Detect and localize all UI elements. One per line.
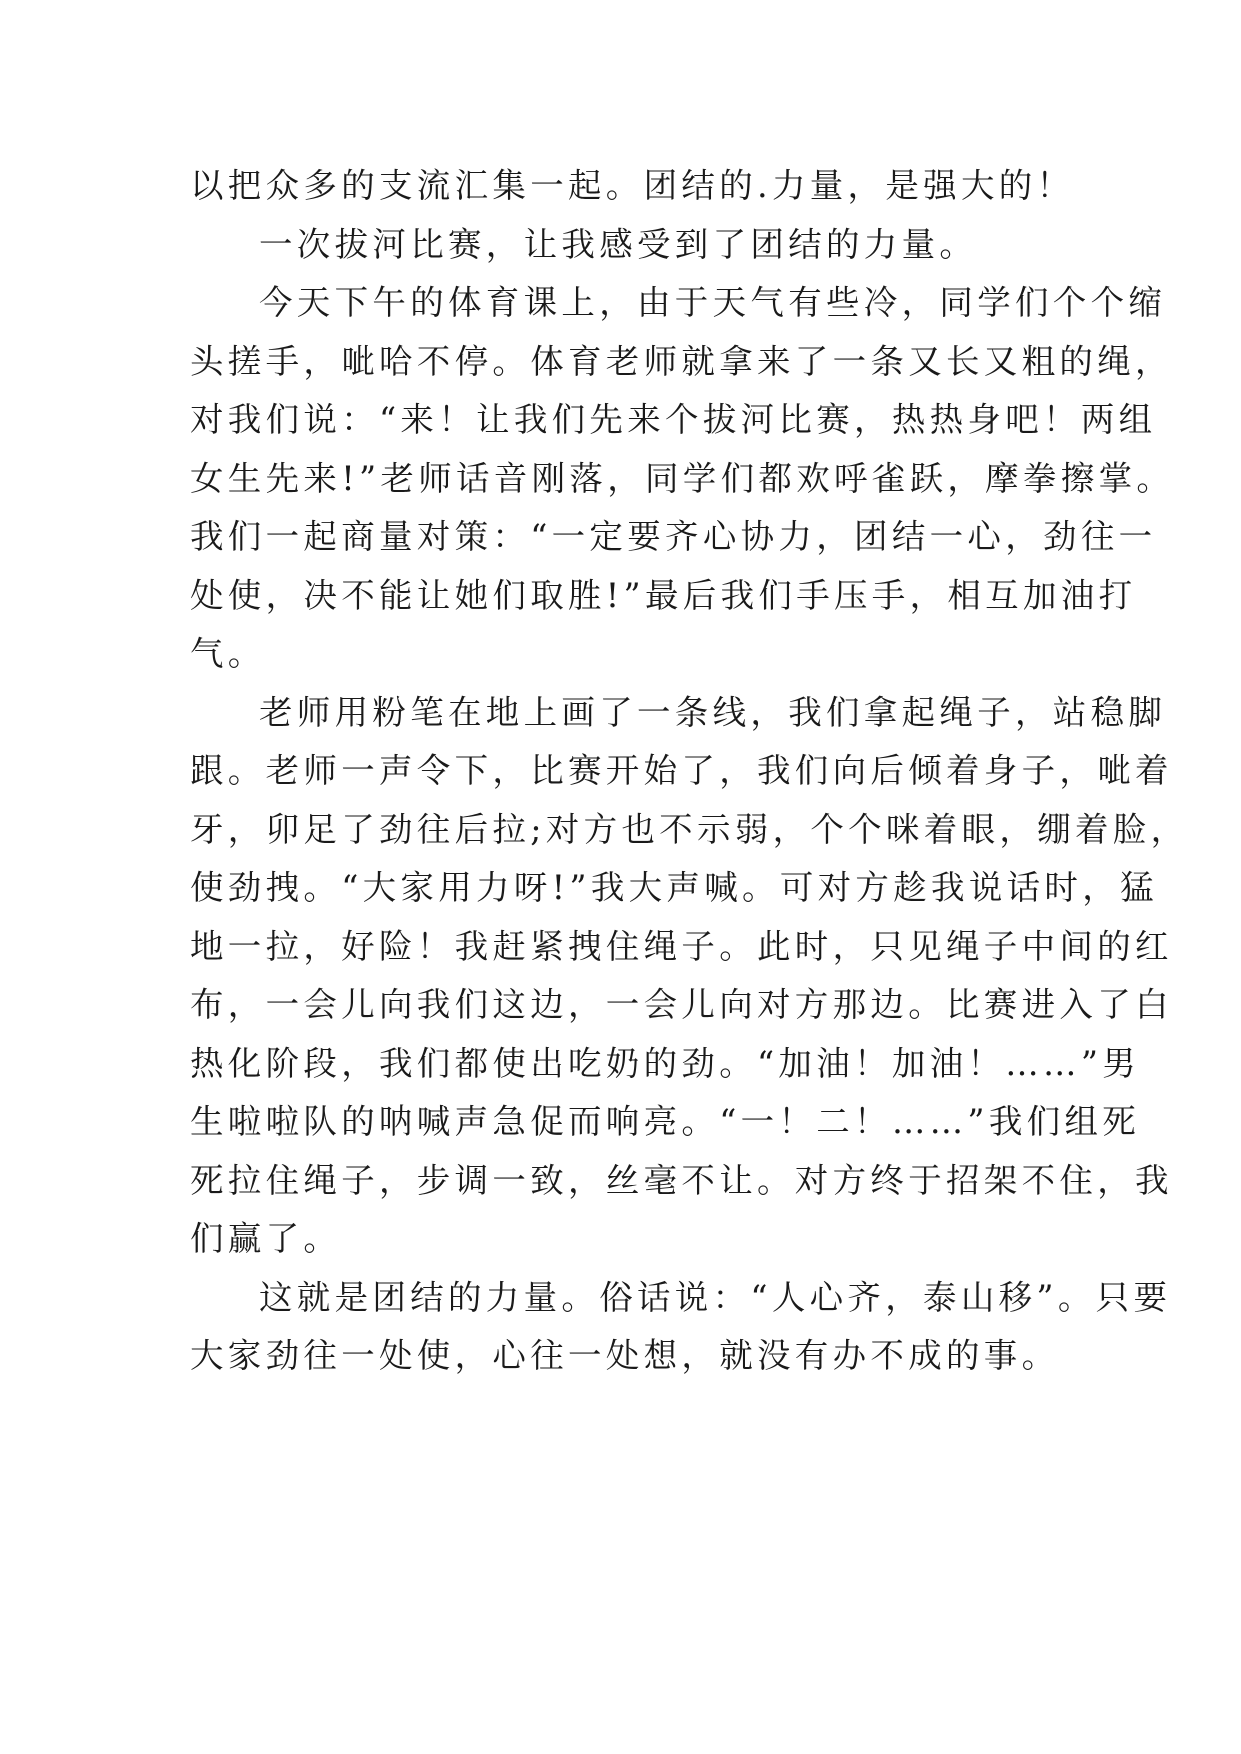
text-line: 们赢了。	[190, 1219, 342, 1258]
text-line: 牙，卯足了劲往后拉;对方也不示弱，个个咪着眼，绷着脸，	[190, 809, 1189, 849]
text-line: 处使，决不能让她们取胜!”最后我们手压手，相互加油打	[190, 575, 1137, 615]
text-line: 这就是团结的力量。俗话说：“人心齐，泰山移”。只要	[259, 1277, 1172, 1317]
text-line: 以把众多的支流汇集一起。团结的.力量，是强大的！	[190, 166, 1075, 205]
text-line: 头搓手，呲哈不停。体育老师就拿来了一条又长又粗的绳，	[190, 341, 1173, 381]
text-line: 我们一起商量对策：“一定要齐心协力，团结一心，劲往一	[190, 517, 1157, 556]
text-line: 跟。老师一声令下，比赛开始了，我们向后倾着身子，呲着	[190, 751, 1173, 790]
text-line: 今天下午的体育课上，由于天气有些冷，同学们个个缩	[259, 283, 1167, 322]
text-line: 热化阶段，我们都使出吃奶的劲。“加油！加油！……”男	[190, 1043, 1141, 1083]
text-line: 气。	[190, 634, 266, 673]
text-line: 女生先来!”老师话音刚落，同学们都欢呼雀跃，摩拳擦掌。	[190, 458, 1175, 498]
text-line: 对我们说：“来！让我们先来个拔河比赛，热热身吧！两组	[190, 400, 1157, 439]
text-line: 老师用粉笔在地上画了一条线，我们拿起绳子，站稳脚	[259, 692, 1167, 732]
text-line: 使劲拽。“大家用力呀!”我大声喊。可对方趁我说话时，猛	[190, 868, 1158, 907]
text-line: 一次拔河比赛，让我感受到了团结的力量。	[259, 224, 978, 264]
text-line: 大家劲往一处使，心往一处想，就没有办不成的事。	[190, 1336, 1060, 1375]
essay-body	[190, 157, 1189, 1386]
text-line: 地一拉，好险！我赶紧拽住绳子。此时，只见绳子中间的红	[190, 926, 1173, 966]
text-line: 生啦啦队的呐喊声急促而响亮。“一！二！……”我们组死	[190, 1102, 1141, 1141]
text-line: 布，一会儿向我们这边，一会儿向对方那边。比赛进入了白	[190, 985, 1173, 1024]
text-line: 死拉住绳子，步调一致，丝毫不让。对方终于招架不住，我	[190, 1160, 1173, 1200]
